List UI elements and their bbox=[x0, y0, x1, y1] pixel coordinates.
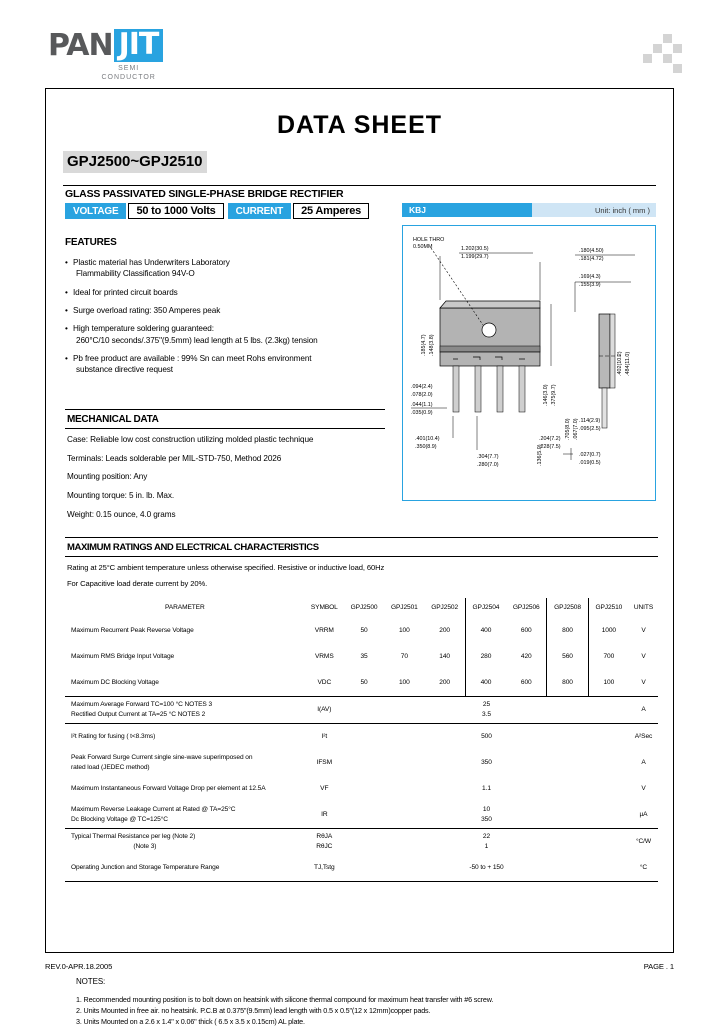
row-span-line1: 25 bbox=[482, 701, 491, 709]
product-subtitle: GLASS PASSIVATED SINGLE-PHASE BRIDGE RECTIFIER bbox=[65, 188, 344, 200]
svg-text:.094(2.4): .094(2.4) bbox=[411, 384, 433, 390]
row-value: 50 bbox=[360, 679, 368, 687]
row-value: 600 bbox=[520, 627, 532, 635]
col-gpj2508: GPJ2508 bbox=[547, 598, 588, 618]
row-value: 560 bbox=[547, 644, 588, 670]
spec-strip bbox=[65, 203, 373, 219]
svg-text:.148(3.8): .148(3.8) bbox=[429, 334, 435, 356]
feature-item bbox=[65, 257, 385, 280]
row-value: 400 bbox=[465, 670, 506, 697]
row-parameter: Maximum Recurrent Peak Reverse Voltage bbox=[71, 627, 194, 635]
svg-text:.484(11.0): .484(11.0) bbox=[625, 351, 631, 376]
row-value: 800 bbox=[547, 618, 588, 644]
row-unit: V bbox=[641, 785, 646, 793]
logo-subtitle bbox=[48, 64, 163, 83]
package-drawing-svg bbox=[403, 226, 655, 500]
feature-line2: substance directive request bbox=[76, 365, 173, 375]
feature-line2: Flammability Classification 94V-O bbox=[76, 269, 195, 279]
row-unit: A bbox=[629, 696, 658, 723]
hole-label-line1: HOLE THRO bbox=[413, 237, 445, 243]
row-value: 1000 bbox=[588, 618, 629, 644]
ratings-note-line1: Rating at 25°C ambient temperature unless otherwise specified. Resistive or inductive load, 60Hz bbox=[67, 563, 385, 572]
row-parameter-line2: Rectified Output Current at TA=25 °C NOTES 2 bbox=[71, 710, 206, 718]
row-parameter bbox=[65, 802, 305, 829]
row-unit: V bbox=[641, 627, 646, 635]
row-value: 280 bbox=[465, 644, 506, 670]
mechanical-heading: MECHANICAL DATA bbox=[67, 414, 159, 425]
row-value: 800 bbox=[547, 670, 588, 697]
row-value: 100 bbox=[398, 679, 410, 687]
feature-line1: Surge overload rating: 350 Amperes peak bbox=[73, 305, 221, 315]
table-row bbox=[65, 828, 658, 855]
features-section bbox=[65, 237, 385, 383]
row-parameter-line1: Typical Thermal Resistance per leg (Note 2) bbox=[71, 833, 196, 841]
row-symbol: IFSM bbox=[316, 759, 332, 767]
col-parameter: PARAMETER bbox=[165, 604, 205, 612]
svg-text:1.199(29.7): 1.199(29.7) bbox=[461, 254, 489, 260]
row-value: 600 bbox=[520, 679, 532, 687]
logo-wordmark bbox=[48, 28, 163, 63]
row-parameter-line1: Peak Forward Surge Current single sine-wave superimposed on bbox=[71, 754, 253, 762]
current-value: 25 Amperes bbox=[293, 203, 369, 219]
svg-text:.705(8.0): .705(8.0) bbox=[565, 418, 571, 440]
row-symbol: VRMS bbox=[314, 653, 334, 661]
row-span-value bbox=[344, 802, 629, 829]
electrical-characteristics-table bbox=[65, 598, 658, 882]
row-unit: V bbox=[641, 679, 646, 687]
row-unit: V bbox=[641, 653, 646, 661]
row-value: 200 bbox=[439, 627, 450, 635]
row-value: 420 bbox=[520, 653, 532, 661]
row-symbol: IR bbox=[321, 811, 328, 819]
svg-text:.146(3.0): .146(3.0) bbox=[543, 384, 549, 406]
svg-text:.044(1.1): .044(1.1) bbox=[411, 402, 433, 408]
row-parameter: Maximum RMS Bridge Input Voltage bbox=[71, 653, 175, 661]
svg-text:.180(4.50): .180(4.50) bbox=[579, 248, 604, 254]
bullet-icon: • bbox=[65, 353, 68, 363]
row-span-line2: 1 bbox=[484, 842, 489, 850]
table-header-row bbox=[65, 598, 658, 618]
row-parameter: Maximum Instantaneous Forward Voltage Drop per element at 12.5A bbox=[71, 785, 266, 793]
col-units: UNITS bbox=[633, 604, 654, 612]
row-unit: µA bbox=[639, 811, 648, 819]
logo-subtitle-line1: SEMI bbox=[118, 65, 140, 72]
row-symbol: VF bbox=[320, 785, 329, 793]
row-parameter-line2: (Note 3) bbox=[71, 842, 157, 850]
row-value: 140 bbox=[439, 653, 450, 661]
part-number-badge bbox=[63, 151, 207, 173]
row-parameter: Maximum DC Blocking Voltage bbox=[71, 679, 159, 687]
features-list bbox=[65, 257, 385, 376]
package-outline-drawing bbox=[402, 225, 656, 501]
svg-text:.204(7.2): .204(7.2) bbox=[539, 436, 561, 442]
row-symbol bbox=[305, 828, 344, 855]
feature-item bbox=[65, 353, 385, 376]
row-value: 700 bbox=[588, 644, 629, 670]
svg-text:.181(4.72): .181(4.72) bbox=[579, 256, 604, 262]
row-symbol: I(AV) bbox=[305, 696, 344, 723]
mechanical-item: Case: Reliable low cost construction utilizing molded plastic technique bbox=[67, 435, 314, 444]
feature-item bbox=[65, 287, 385, 298]
mechanical-item: Weight: 0.15 ounce, 4.0 grams bbox=[67, 509, 176, 519]
col-gpj2504: GPJ2504 bbox=[465, 598, 506, 618]
row-span-line2: 3.5 bbox=[482, 710, 491, 718]
row-parameter-line2: Dc Blocking Voltage @ TC=125°C bbox=[71, 815, 168, 823]
mechanical-item: Mounting torque: 5 in. lb. Max. bbox=[67, 490, 175, 500]
table-row bbox=[65, 855, 658, 882]
col-gpj2506: GPJ2506 bbox=[512, 604, 540, 612]
note-item: 2. Units Mounted in free air. no heatsink. P.C.B at 0.375"(9.5mm) lead length with 0.5 x 0.5"(12 x 12mm)copper pads. bbox=[76, 1006, 431, 1016]
row-value: 400 bbox=[465, 618, 506, 644]
bullet-icon: • bbox=[65, 258, 68, 267]
row-value: 100 bbox=[588, 670, 629, 697]
svg-text:.169(4.3): .169(4.3) bbox=[579, 274, 601, 280]
part-number: GPJ2500~GPJ2510 bbox=[67, 153, 203, 170]
col-gpj2500: GPJ2500 bbox=[350, 604, 378, 612]
feature-line1: High temperature soldering guaranteed: bbox=[73, 324, 214, 334]
svg-text:.136(5.0): .136(5.0) bbox=[537, 444, 543, 466]
table-row bbox=[65, 618, 658, 644]
svg-text:.375(9.7): .375(9.7) bbox=[551, 384, 557, 406]
row-parameter: Operating Junction and Storage Temperature Range bbox=[65, 855, 305, 882]
package-strip bbox=[402, 203, 656, 217]
row-span-value bbox=[344, 696, 629, 723]
col-symbol: SYMBOL bbox=[310, 604, 338, 612]
row-value: 100 bbox=[398, 627, 410, 635]
row-unit: °C bbox=[629, 855, 658, 882]
row-value: 70 bbox=[400, 653, 408, 661]
ratings-section bbox=[65, 537, 658, 882]
table-row bbox=[65, 644, 658, 670]
svg-text:.401(10.4): .401(10.4) bbox=[415, 436, 440, 442]
row-parameter-line1: Maximum Average Forward TC=100 °C NOTES 3 bbox=[71, 701, 213, 709]
package-label: KBJ bbox=[402, 203, 532, 217]
notes-section bbox=[76, 977, 656, 1027]
svg-text:.304(7.7): .304(7.7) bbox=[477, 454, 499, 460]
row-parameter bbox=[65, 696, 305, 723]
row-span-value: 1.1 bbox=[482, 785, 491, 793]
bullet-icon: • bbox=[65, 324, 68, 334]
bullet-icon: • bbox=[65, 305, 68, 315]
row-span-value: 350 bbox=[481, 759, 492, 767]
feature-line2: 260°C/10 seconds/.375"(9.5mm) lead length at 5 lbs. (2.3kg) tension bbox=[76, 335, 318, 345]
col-gpj2510: GPJ2510 bbox=[588, 598, 629, 618]
svg-text:.228(7.5): .228(7.5) bbox=[539, 444, 561, 450]
notes-list bbox=[76, 994, 656, 1027]
logo-pan-text: PAN bbox=[48, 28, 113, 63]
voltage-value: 50 to 1000 Volts bbox=[128, 203, 223, 219]
note-item: 1. Recommended mounting position is to bolt down on heatsink with silicone thermal compound for maximum heat transfer with #6 screw. bbox=[76, 995, 494, 1004]
table-row bbox=[65, 723, 658, 750]
row-parameter-line2: rated load (JEDEC method) bbox=[71, 763, 150, 771]
row-symbol: VRRM bbox=[314, 627, 334, 635]
svg-text:.402(10.2): .402(10.2) bbox=[617, 351, 623, 376]
logo-subtitle-line2: CONDUCTOR bbox=[101, 74, 156, 82]
note-item: 3. Units Mounted on a 2.6 x 1.4" x 0.06" thick ( 6.5 x 3.5 x 0.15cm) AL plate. bbox=[76, 1017, 305, 1027]
mechanical-item: Terminals: Leads solderable per MIL-STD-750, Method 2026 bbox=[67, 453, 282, 463]
row-symbol: VDC bbox=[317, 679, 332, 687]
feature-line1: Ideal for printed circuit boards bbox=[73, 287, 178, 297]
voltage-label: VOLTAGE bbox=[65, 203, 126, 219]
page-footer bbox=[45, 962, 674, 971]
corner-checker-decoration bbox=[643, 34, 691, 70]
row-value: 200 bbox=[439, 679, 450, 687]
logo-jit-text: JIT bbox=[114, 29, 164, 62]
notes-heading: NOTES: bbox=[76, 977, 106, 986]
mechanical-list bbox=[65, 429, 385, 520]
row-value: 35 bbox=[360, 653, 368, 661]
table-row bbox=[65, 670, 658, 697]
mechanical-data-section bbox=[65, 409, 385, 528]
features-heading: FEATURES bbox=[65, 237, 117, 248]
ratings-note-line2: For Capacitive load derate current by 20%. bbox=[67, 579, 208, 589]
feature-line1: Plastic material has Underwriters Laboratory bbox=[73, 258, 230, 267]
svg-text:.114(2.9): .114(2.9) bbox=[579, 418, 601, 424]
svg-text:.185(4.7): .185(4.7) bbox=[421, 334, 427, 356]
row-unit: A²Sec bbox=[634, 733, 653, 741]
hole-label-line2: 0.50MM bbox=[413, 244, 433, 250]
row-symbol-line1: RθJA bbox=[316, 833, 333, 841]
row-parameter bbox=[65, 750, 305, 776]
col-gpj2502: GPJ2502 bbox=[431, 604, 459, 612]
mechanical-item: Mounting position: Any bbox=[67, 472, 148, 482]
feature-item bbox=[65, 323, 385, 346]
svg-text:.078(2.0): .078(2.0) bbox=[411, 392, 433, 398]
svg-text:.350(8.9): .350(8.9) bbox=[415, 444, 437, 450]
row-symbol: TJ,Tstg bbox=[305, 855, 344, 882]
row-parameter-line1: Maximum Reverse Leakage Current at Rated @ TA=25°C bbox=[71, 806, 236, 814]
feature-item bbox=[65, 305, 385, 316]
row-span-value: 500 bbox=[481, 733, 492, 741]
header-divider bbox=[63, 185, 656, 186]
row-symbol: I²t bbox=[321, 733, 328, 741]
row-span-line2: 350 bbox=[481, 815, 492, 823]
svg-text:.095(2.5): .095(2.5) bbox=[579, 426, 601, 432]
svg-text:.280(7.0): .280(7.0) bbox=[477, 462, 499, 468]
svg-text:.067(7.0): .067(7.0) bbox=[573, 418, 579, 440]
table-row bbox=[65, 776, 658, 802]
row-value: 50 bbox=[360, 627, 368, 635]
table-row bbox=[65, 696, 658, 723]
row-symbol-line2: RθJC bbox=[316, 842, 333, 850]
row-span-value bbox=[344, 828, 629, 855]
row-unit: °C/W bbox=[629, 828, 658, 855]
ratings-heading: MAXIMUM RATINGS AND ELECTRICAL CHARACTERISTICS bbox=[67, 542, 319, 553]
svg-text:.027(0.7): .027(0.7) bbox=[579, 452, 601, 458]
feature-line1: Pb free product are available : 99% Sn can meet Rohs environment bbox=[73, 353, 312, 363]
current-label: CURRENT bbox=[228, 203, 292, 219]
revision-text: REV.0-APR.18.2005 bbox=[45, 962, 113, 971]
row-parameter: I²t Rating for fusing ( t<8.3ms) bbox=[71, 733, 156, 741]
col-gpj2501: GPJ2501 bbox=[390, 604, 418, 612]
bullet-icon: • bbox=[65, 287, 68, 297]
company-logo bbox=[48, 28, 163, 83]
row-span-line1: 10 bbox=[482, 806, 491, 814]
svg-text:.035(0.9): .035(0.9) bbox=[411, 410, 433, 416]
svg-text:.019(0.5): .019(0.5) bbox=[579, 460, 601, 466]
unit-note: Unit: inch ( mm ) bbox=[532, 203, 656, 217]
page-number: PAGE . 1 bbox=[643, 962, 674, 971]
table-row bbox=[65, 802, 658, 829]
table-row bbox=[65, 750, 658, 776]
row-span-value: -50 to + 150 bbox=[344, 855, 629, 882]
svg-text:1.202(30.5): 1.202(30.5) bbox=[461, 246, 489, 252]
svg-text:.155(3.9): .155(3.9) bbox=[579, 282, 601, 288]
row-unit: A bbox=[641, 759, 646, 767]
page-title: DATA SHEET bbox=[276, 111, 443, 139]
row-span-line1: 22 bbox=[482, 833, 491, 841]
row-parameter bbox=[65, 828, 305, 855]
